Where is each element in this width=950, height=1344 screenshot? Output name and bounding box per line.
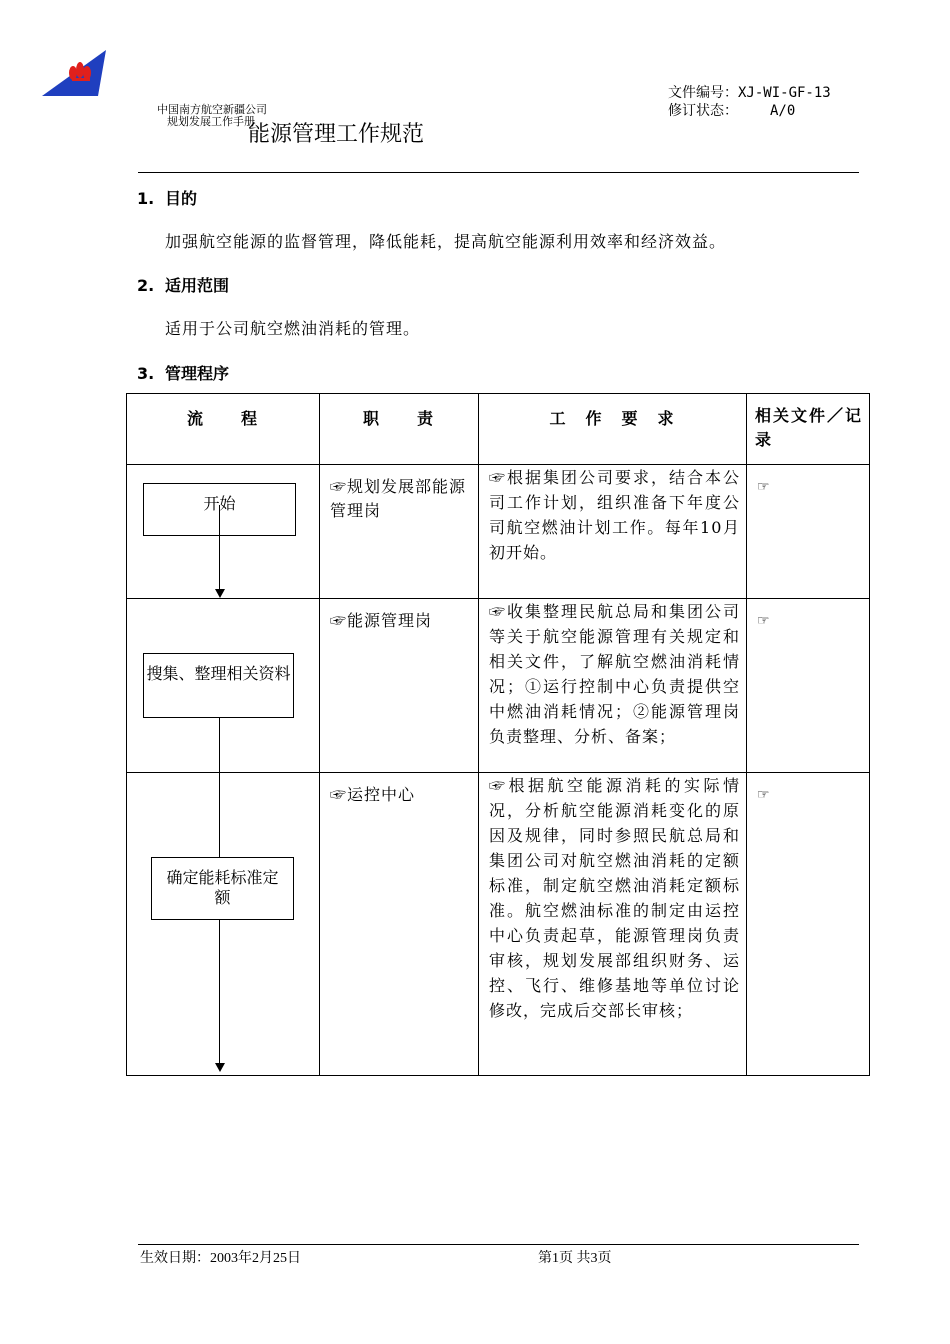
section-heading-procedure: [137, 361, 229, 384]
arrow-down-icon: [215, 1063, 225, 1072]
section-body-purpose: 加强航空能源的监督管理，降低能耗，提高航空能源利用效率和经济效益。: [165, 232, 727, 251]
section-number: 3.: [137, 364, 155, 383]
flow-line: [219, 505, 220, 591]
rev-value: A/0: [770, 103, 796, 119]
section-title: 管理程序: [165, 364, 230, 383]
requirement-cell: ☞根据集团公司要求，结合本公司工作计划，组织准备下年度公司航空燃油计划工作。每年10月初开始。: [479, 465, 747, 599]
company-line1: 中国南方航空新疆公司: [157, 103, 267, 116]
section-number: 1.: [137, 189, 155, 208]
duty-cell: ☞规划发展部能源管理岗: [320, 465, 479, 599]
header-requirement: 工 作 要 求: [479, 394, 747, 465]
header-record: 相关文件／记录: [747, 394, 870, 465]
record-cell: ☞: [747, 773, 870, 1076]
rev-label: 修订状态：: [668, 103, 738, 119]
header-rule: [138, 172, 859, 173]
flow-cell: [127, 773, 320, 1076]
record-cell: ☞: [747, 599, 870, 773]
duty-cell: ☞能源管理岗: [320, 599, 479, 773]
header-duty: 职 责: [320, 394, 479, 465]
section-title: 目的: [165, 189, 198, 208]
flow-line: [219, 718, 220, 773]
footer-effective-date: 生效日期：2003年2月25日: [140, 1251, 301, 1266]
flow-line: [219, 920, 220, 1066]
requirement-cell: ☞根据航空能源消耗的实际情况，分析航空能源消耗变化的原因及规律，同时参照民航总局和集团公司对航空燃油消耗的定额标准，制定航空燃油消耗定额标准。航空燃油标准的制定由运控中心负责起草，能源管理岗负责审核，规划发展部组织财务、运控、飞行、维修基地等单位讨论修改，完成后交部长审核；: [479, 773, 747, 1076]
table-row: [127, 465, 870, 599]
flow-box-start: 开始: [143, 483, 296, 536]
doc-no-value: XJ-WI-GF-13: [738, 85, 831, 101]
company-logo: [40, 48, 110, 98]
table-row: [127, 599, 870, 773]
section-number: 2.: [137, 276, 155, 295]
flow-cell: [127, 465, 320, 599]
table-header-row: [127, 394, 870, 465]
section-heading-purpose: [137, 186, 197, 209]
flow-line: [219, 773, 220, 857]
page-title: 能源管理工作规范: [248, 122, 425, 147]
flow-cell: [127, 599, 320, 773]
header-flow: 流 程: [127, 394, 320, 465]
duty-cell: ☞运控中心: [320, 773, 479, 1076]
flow-box-collect: 搜集、整理相关资料: [143, 653, 294, 718]
section-heading-scope: [137, 273, 229, 296]
record-cell: ☞: [747, 465, 870, 599]
arrow-down-icon: [215, 589, 225, 598]
flow-box-standard: 确定能耗标准定额: [151, 857, 294, 920]
footer-rule: [138, 1244, 859, 1245]
footer-page-number: 第1页 共3页: [538, 1251, 612, 1266]
doc-no-label: 文件编号：: [668, 85, 738, 101]
table-row: [127, 773, 870, 1076]
requirement-cell: ☞收集整理民航总局和集团公司等关于航空能源管理有关规定和相关文件，了解航空燃油消耗情况；①运行控制中心负责提供空中燃油消耗情况；②能源管理岗负责整理、分析、备案；: [479, 599, 747, 773]
doc-meta: [668, 84, 831, 120]
section-title: 适用范围: [165, 276, 230, 295]
company-line2: 规划发展工作手册: [167, 115, 255, 128]
procedure-table: [126, 393, 870, 1076]
section-body-scope: 适用于公司航空燃油消耗的管理。: [165, 319, 421, 338]
